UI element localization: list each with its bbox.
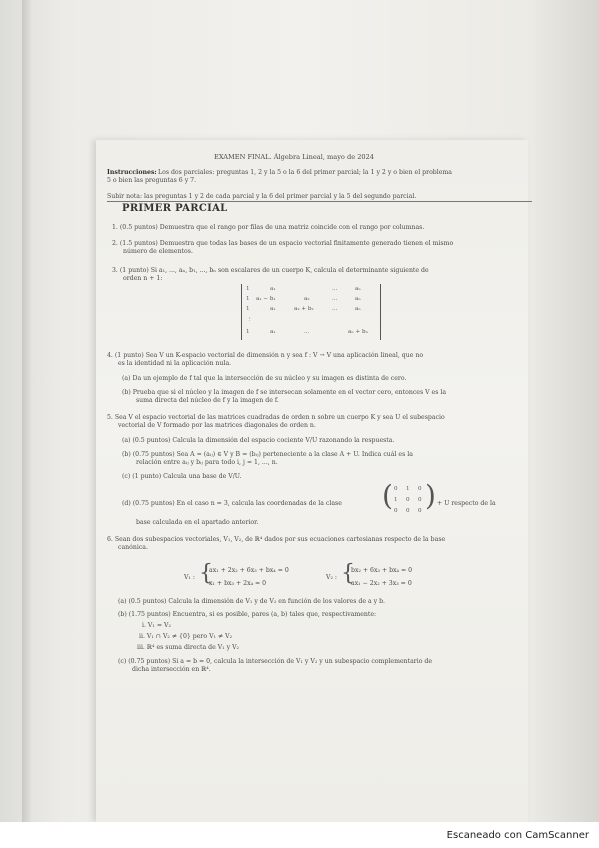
det-cell: 1	[246, 286, 250, 292]
v2-equation-1: bx₂ + 6x₃ + bx₄ = 0	[351, 567, 413, 574]
question-6b-iii: iii. ℝ⁴ es suma directa de V₁ y V₂	[137, 644, 240, 651]
det-cell: a₁	[270, 286, 276, 292]
matrix-cell: 1	[394, 497, 398, 503]
question-6b-ii: ii. V₁ ∩ V₂ ≠ {0} pero V₁ ≠ V₂	[139, 633, 233, 640]
question-5d-line3: base calculada en el apartado anterior.	[136, 519, 259, 526]
question-5b-line1: (b) (0.75 puntos) Sea A = (aᵢⱼ) ∈ V y B = (bᵢⱼ) perteneciente a la clase A + U. Indica cuál es la	[122, 451, 413, 458]
instructions-line1: Los dos parciales: preguntas 1, 2 y la 5 o la 6 del primer parcial; la 1 y 2 y o bien el problema	[158, 169, 452, 176]
section-title: PRIMER PARCIAL	[122, 203, 228, 214]
question-6c-line2: dicha intersección en ℝ⁴.	[132, 666, 211, 673]
v2-equation-2: ax₁ − 2x₂ + 3x₃ = 0	[351, 580, 412, 587]
question-2-line2: número de elementos.	[123, 248, 193, 255]
question-6a: (a) (0.5 puntos) Calcula la dimensión de V₁ y de V₂ en función de los valores de a y b.	[118, 598, 385, 605]
det-cell: ⋮	[247, 317, 253, 323]
det-cell: 1	[246, 329, 250, 335]
watermark-bar	[0, 822, 599, 848]
det-cell: ...	[332, 286, 338, 292]
det-cell: ...	[304, 329, 310, 335]
v1-brace: {	[199, 561, 213, 586]
matrix-cell: 0	[394, 508, 398, 514]
page-edge	[22, 0, 31, 822]
matrix-cell: 0	[406, 497, 410, 503]
det-cell: a₁	[270, 306, 276, 312]
det-cell: aₙ	[355, 286, 361, 292]
instructions-label: Instrucciones:	[107, 169, 157, 176]
instructions-line2: 5 o bien las preguntas 6 y 7.	[107, 177, 197, 184]
det-cell: a₂	[304, 296, 310, 302]
det-cell: ...	[332, 306, 338, 312]
det-cell: ...	[332, 296, 338, 302]
question-4a: (a) Da un ejemplo de f tal que la intersección de su núcleo y su imagen es distinta de cero.	[122, 375, 407, 382]
question-6b-i: i. V₁ = V₂	[142, 622, 171, 629]
matrix-left-paren: (	[382, 479, 393, 512]
question-2-line1: 2. (1.5 puntos) Demuestra que todas las bases de un espacio vectorial finitamente generado tienen el mismo	[112, 240, 454, 247]
question-5c: (c) (1 punto) Calcula una base de V/U.	[122, 473, 242, 480]
question-4b-line1: (b) Prueba que si el núcleo y la imagen de f se intersecan solamente en el vector cero, entonces V es la	[122, 389, 447, 396]
question-4b-line2: suma directa del núcleo de f y la imagen de f.	[136, 397, 279, 404]
question-6c-line1: (c) (0.75 puntos) Si a = b = 0, calcula la intersección de V₁ y V₂ y un subespacio complementario de	[118, 658, 433, 665]
question-6-line1: 6. Sean dos subespacios vectoriales, V₁, V₂, de ℝ⁴ dados por sus ecuaciones cartesianas respecto de la base	[107, 536, 446, 543]
question-5-line1: 5. Sea V el espacio vectorial de las matrices cuadradas de orden n sobre un cuerpo K y sea U el subespacio	[107, 414, 445, 421]
det-cell: aₙ + bₙ	[348, 329, 368, 335]
question-6-line2: canónica.	[118, 544, 148, 551]
question-4-line1: 4. (1 punto) Sea V un K-espacio vectorial de dimensión n y sea f : V → V una aplicación lineal, que no	[107, 352, 424, 359]
question-5b-line2: relación entre aᵢⱼ y bᵢⱼ para todo i, j = 1, ..., n.	[136, 459, 278, 466]
det-cell: 1	[246, 306, 250, 312]
det-cell: a₁	[270, 329, 276, 335]
question-5a: (a) (0.5 puntos) Calcula la dimensión del espacio cociente V/U razonando la respuesta.	[122, 437, 395, 444]
v1-label: V₁ :	[184, 574, 196, 581]
determinant-matrix	[241, 284, 381, 340]
matrix-cell: 0	[394, 486, 398, 492]
matrix-cell: 0	[406, 508, 410, 514]
question-3-line2: orden n + 1:	[123, 275, 163, 282]
question-6b: (b) (1.75 puntos) Encuentra, si es posible, pares (a, b) tales que, respectivamente:	[118, 611, 377, 618]
matrix-cell: 1	[406, 486, 410, 492]
v1-equation-1: ax₁ + 2x₂ + 6x₃ + bx₄ = 0	[209, 567, 289, 574]
question-5d-line1: (d) (0.75 puntos) En el caso n = 3, calcula las coordenadas de la clase	[122, 500, 342, 507]
v1-equation-2: x₁ + bx₃ + 2x₄ = 0	[209, 580, 267, 587]
matrix-cell: 0	[418, 486, 422, 492]
question-3-line1: 3. (1 punto) Si a₁, ..., aₙ, b₁, ..., bₙ son escalares de un cuerpo K, calcula el determinante siguiente de	[112, 267, 429, 274]
matrix-cell: 0	[418, 497, 422, 503]
matrix-right-paren: )	[425, 479, 436, 512]
question-1: 1. (0.5 puntos) Demuestra que el rango por filas de una matriz coincide con el rango por columnas.	[112, 224, 425, 231]
det-cell: a₁ − b₁	[256, 296, 276, 302]
exam-title: EXAMEN FINAL. Álgebra Lineal, mayo de 2024	[214, 153, 374, 161]
det-cell: aₙ	[355, 296, 361, 302]
instructions-line3: Subir nota: las preguntas 1 y 2 de cada parcial y la 6 del primer parcial y la 5 del segundo parcial.	[107, 193, 417, 200]
det-cell: aₙ	[355, 306, 361, 312]
question-4-line2: es la identidad ni la aplicación nula.	[118, 360, 232, 367]
v2-brace: {	[341, 561, 355, 586]
scanner-watermark: Escaneado con CamScanner	[446, 830, 589, 841]
det-cell: 1	[246, 296, 250, 302]
divider	[107, 201, 532, 202]
v2-label: V₂ :	[326, 574, 338, 581]
det-cell: a₂ + b₂	[294, 306, 314, 312]
question-5-line2: vectorial de V formado por las matrices diagonales de orden n.	[118, 422, 316, 429]
matrix-cell: 0	[418, 508, 422, 514]
question-5d-line2: + U respecto de la	[437, 500, 496, 507]
